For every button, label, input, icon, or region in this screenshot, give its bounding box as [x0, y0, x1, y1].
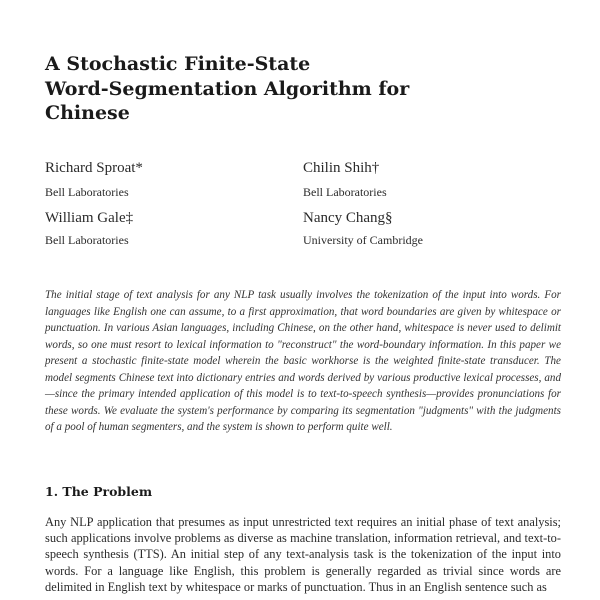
body-paragraph: Any NLP application that presumes as input unrestricted text requires an initial phase of text analysis; such applications involve problems as diverse as machine translation, information retrieval, and text-to-speech synthesis (TTS). An initial step of any text-analysis task is the tokenization of the input into words. For a language like English, this problem is generally regarded as trivial since words are delimited in English text by whitespace or marks of punctuation. Thus in an English sentence such as — [45, 515, 561, 594]
author-affiliation: Bell Laboratories — [303, 185, 387, 199]
abstract: The initial stage of text analysis for any NLP task usually involves the tokenization of the input into words. For languages like English one can assume, to a first approximation, that word boundaries are given by whitespace or punctuation. In various Asian languages, including Chinese, on the other hand, whitespace is never used to delimit words, so one must resort to lexical information to "reconstruct" the word-boundary information. In this paper we present a stochastic finite-state model wherein the basic workhorse is the weighted finite-state transducer. The model segments Chinese text into dictionary entries and words derived by various productive lexical processes, and—since the primary intended application of this model is to text-to-speech synthesis—provides pronunciations for these words. We evaluate the system's performance by comparing its segmentation "judgments" with the judgments of a pool of human segmenters, and the system is shown to perform quite well. — [45, 289, 561, 433]
author-affiliation: Bell Laboratories — [45, 185, 129, 199]
author-name: Nancy Chang§ — [303, 210, 393, 226]
title-line: Chinese — [45, 102, 130, 124]
author-name: William Gale‡ — [45, 210, 134, 226]
title-line: Word-Segmentation Algorithm for — [45, 77, 410, 100]
author-name: Chilin Shih† — [303, 160, 380, 176]
author-affiliation: University of Cambridge — [303, 233, 423, 247]
author-name: Richard Sproat* — [45, 160, 143, 176]
title-line: A Stochastic Finite-State — [45, 53, 311, 75]
paper-title — [45, 52, 409, 126]
author-affiliation: Bell Laboratories — [45, 233, 129, 247]
section-heading: 1. The Problem — [45, 484, 153, 499]
